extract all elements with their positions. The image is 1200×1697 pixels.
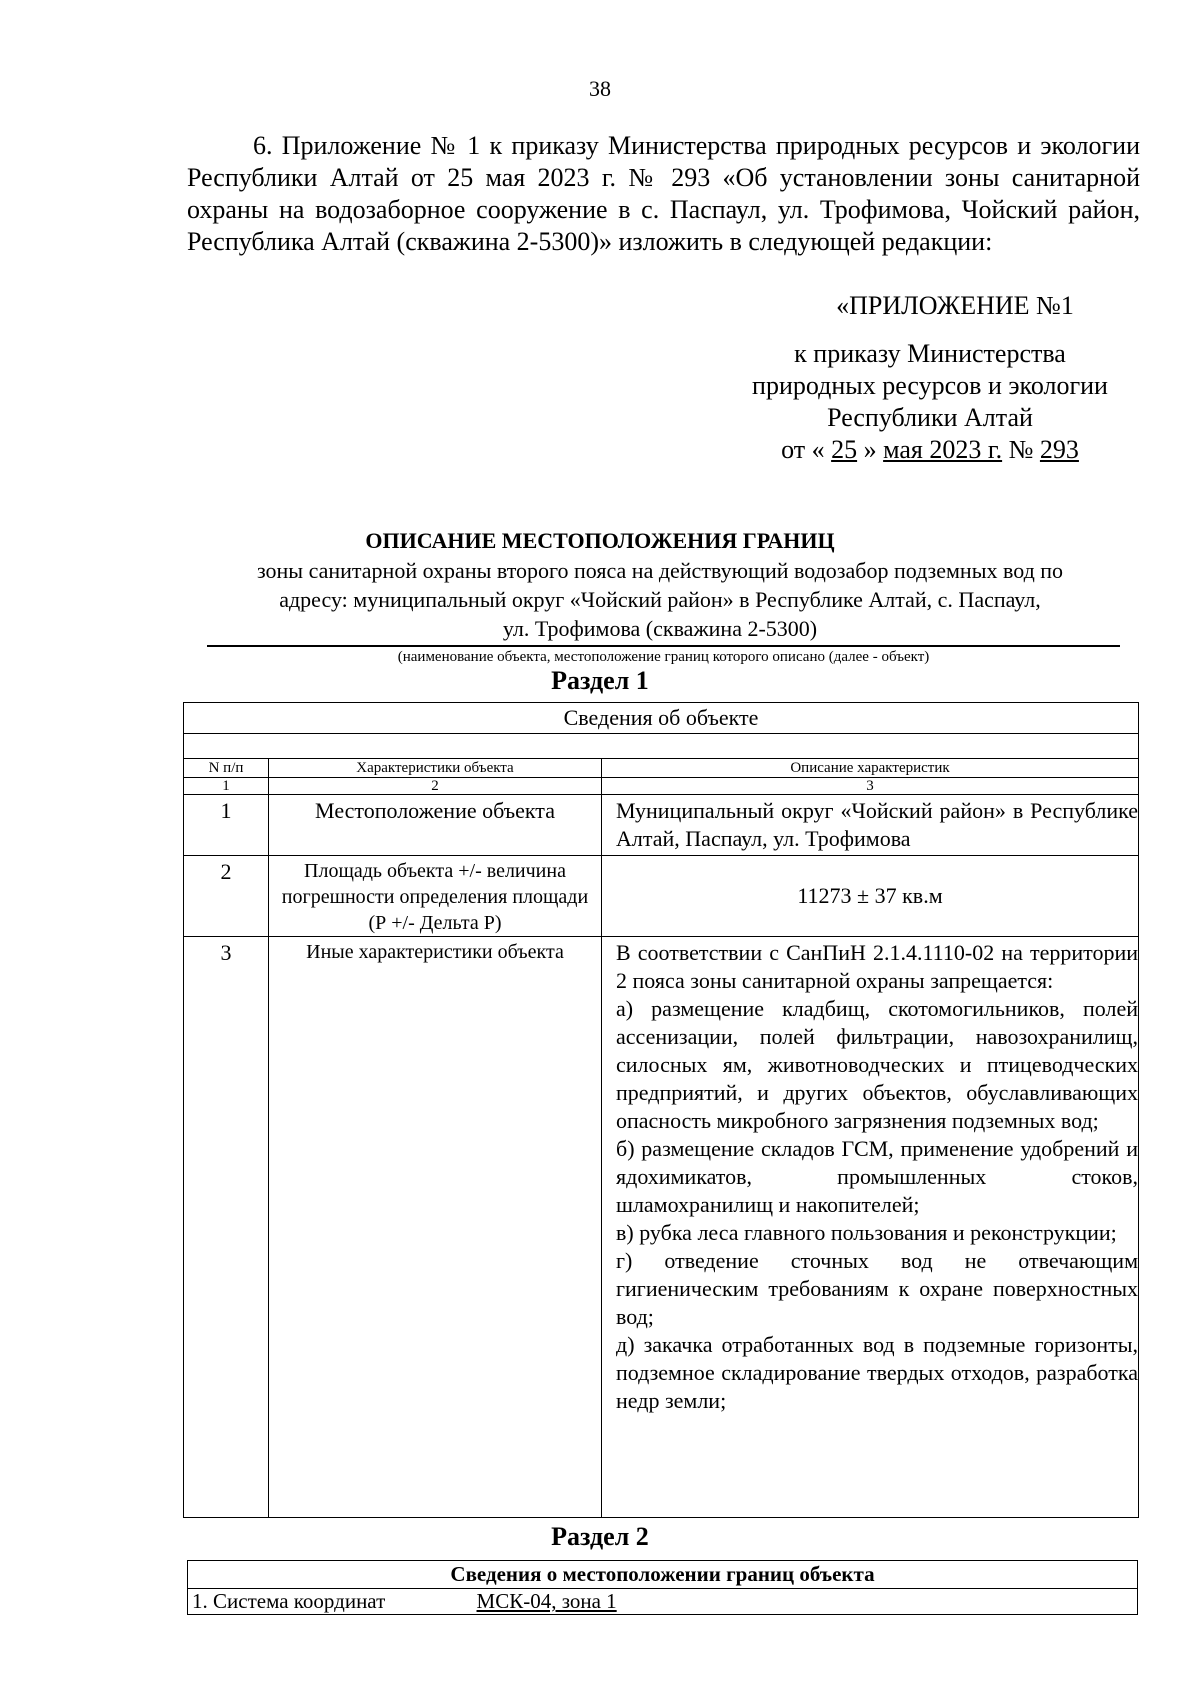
table-row	[184, 856, 1139, 937]
column-header-characteristics: Характеристики объекта	[269, 759, 602, 778]
column-header-description: Описание характеристик	[602, 759, 1139, 778]
row-characteristic: Местоположение объекта	[269, 795, 602, 856]
boundary-info-table	[187, 1560, 1138, 1615]
description-paragraph: г) отведение сточных вод не отвечающим гигиеническим требованиям к охране поверхностных вод;	[616, 1248, 1138, 1329]
intro-paragraph: 6. Приложение № 1 к приказу Министерства природных ресурсов и экологии Республики Алтай от 25 мая 2023 г. № 293 «Об установлении зоны санитарной охраны на водозаборное сооружение в с. Паспаул, ул. Трофимова, Чойский район, Республика Алтай (скважина 2-5300)» изложить в следующей редакции:	[187, 131, 1140, 256]
description-paragraph: а) размещение кладбищ, скотомогильников, полей ассенизации, полей фильтрации, навозохранилищ, силосных ям, животноводческих и птицеводческих предприятий, и других объектов, обуславливающих опасность микробного загрязнения подземных вод;	[616, 996, 1138, 1133]
row-characteristic: Площадь объекта +/- величина погрешности определения площади (Р +/- Дельта Р)	[269, 856, 602, 937]
row-number: 2	[184, 856, 269, 937]
coordinate-system-label: 1. Система координат	[192, 1589, 386, 1613]
row-description: 11273 ± 37 кв.м	[602, 856, 1139, 937]
table-row	[184, 937, 1139, 1518]
object-info-table	[183, 702, 1139, 1518]
description-paragraph: д) закачка отработанных вод в подземные горизонты, подземное складирование твердых отходов, разработка недр земли;	[616, 1332, 1138, 1413]
column-header-num: N п/п	[184, 759, 269, 778]
appendix-date-line	[700, 434, 1160, 466]
date-mid: »	[863, 435, 877, 464]
row-description	[602, 937, 1139, 1518]
description-paragraph: в) рубка леса главного пользования и реконструкции;	[616, 1220, 1117, 1245]
row-number: 1	[184, 795, 269, 856]
document-title: ОПИСАНИЕ МЕСТОПОЛОЖЕНИЯ ГРАНИЦ	[365, 528, 835, 553]
appendix-line-2: природных ресурсов и экологии	[752, 371, 1108, 400]
subtitle-line-1: зоны санитарной охраны второго пояса на действующий водозабор подземных вод по	[256, 558, 1064, 583]
document-subtitle	[200, 556, 1120, 643]
coordinate-system-value: МСК-04, зона 1	[476, 1589, 617, 1613]
row-description: Муниципальный округ «Чойский район» в Республике Алтай, Паспаул, ул. Трофимова	[602, 795, 1139, 856]
subtitle-line-2: адресу: муниципальный округ «Чойский район» в Республике Алтай, с. Паспаул,	[279, 587, 1041, 612]
empty-row	[184, 734, 1139, 759]
description-paragraph: В соответствии с СанПиН 2.1.4.1110-02 на территории 2 пояса зоны санитарной охраны запрещается:	[616, 940, 1138, 993]
object-info-header: Сведения об объекте	[184, 703, 1139, 734]
row-number: 3	[184, 937, 269, 1518]
section-1-title: Раздел 1	[551, 666, 649, 695]
number-prefix: №	[1008, 435, 1034, 464]
description-paragraph: б) размещение складов ГСМ, применение удобрений и ядохимикатов, промышленных стоков, шламохранилищ и накопителей;	[616, 1136, 1138, 1217]
date-prefix: от «	[781, 435, 825, 464]
appendix-line-3: Республики Алтай	[827, 403, 1033, 432]
subtitle-underline	[207, 645, 1120, 647]
coordinate-system-row	[188, 1589, 1138, 1615]
date-month-year: мая 2023 г.	[883, 435, 1003, 464]
date-day: 25	[831, 435, 858, 464]
subtitle-line-3: ул. Трофимова (скважина 2-5300)	[502, 616, 818, 641]
order-number: 293	[1039, 435, 1079, 464]
section-2-title: Раздел 2	[551, 1522, 649, 1551]
column-number-2: 2	[269, 778, 602, 795]
object-caption: (наименование объекта, местоположение границ которого описано (далее - объект)	[397, 649, 930, 665]
column-number-3: 3	[602, 778, 1139, 795]
appendix-title: «ПРИЛОЖЕНИЕ №1	[836, 291, 1074, 320]
appendix-reference	[700, 338, 1160, 466]
page-number: 38	[589, 76, 611, 101]
boundary-info-header: Сведения о местоположении границ объекта	[188, 1561, 1138, 1589]
table-row	[184, 795, 1139, 856]
appendix-line-1: к приказу Министерства	[794, 339, 1066, 368]
row-characteristic: Иные характеристики объекта	[269, 937, 602, 1518]
column-number-1: 1	[184, 778, 269, 795]
